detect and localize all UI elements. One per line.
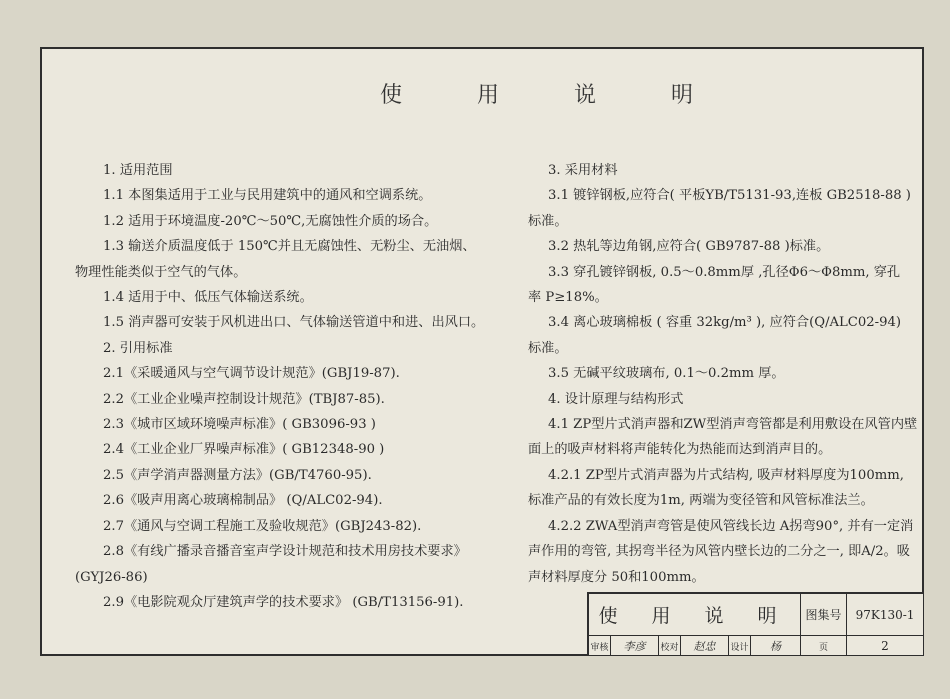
check-label: 校对 (659, 636, 681, 656)
atlas-number: 97K130-1 (855, 607, 915, 622)
review-label: 审核 (589, 636, 611, 656)
text-line: 2.8《有线广播录音播音室声学设计规范和技术用房技术要求》 (103, 544, 467, 560)
text-line: 声作用的弯管, 其拐弯半径为风管内壁长边的二分之一, 即A/2。吸 (528, 544, 910, 560)
text-line: 面上的吸声材料将声能转化为热能而达到消声目的。 (528, 442, 832, 458)
text-line: 2.4《工业企业厂界噪声标准》( GB12348-90 ) (103, 442, 385, 458)
text-line: 标准产品的有效长度为1m, 两端为变径管和风管标准法兰。 (528, 493, 874, 509)
text-line: 1.5 消声器可安装于风机进出口、气体输送管道中和进、出风口。 (103, 315, 485, 331)
text-line: 1.2 适用于环境温度-20℃～50℃,无腐蚀性介质的场合。 (103, 213, 438, 229)
atlas-number-label: 图集号 (801, 594, 847, 635)
text-line: 2.6《吸声用离心玻璃棉制品》 (Q/ALC02-94). (103, 493, 383, 509)
left-column (75, 158, 527, 615)
text-line: 1.3 输送介质温度低于 150℃并且无腐蚀性、无粉尘、无油烟、 (103, 239, 476, 255)
text-line: 3. 采用材料 (548, 163, 618, 178)
right-column (528, 158, 918, 590)
check-signature: 赵忠 (681, 636, 729, 656)
page-label: 页 (801, 636, 847, 656)
page-title: 使 用 说 明 (380, 83, 727, 108)
text-line: 3.5 无碱平纹玻璃布, 0.1～0.2mm 厚。 (548, 366, 785, 382)
text-line: 2.1《采暖通风与空气调节设计规范》(GBJ19-87). (103, 366, 400, 382)
text-line: 4.1 ZP型片式消声器和ZW型消声弯管都是利用敷设在风管内壁 (548, 417, 918, 433)
title-block (587, 592, 923, 655)
text-line: 2.9《电影院观众厅建筑声学的技术要求》 (GB/T13156-91). (103, 594, 464, 610)
design-label: 设计 (729, 636, 751, 656)
design-signature: 杨 (751, 636, 801, 656)
text-line: 声材料厚度分 50和100mm。 (528, 569, 705, 585)
text-line: 1. 适用范围 (103, 163, 173, 178)
page-number: 2 (881, 639, 889, 653)
text-line: 1.1 本图集适用于工业与民用建筑中的通风和空调系统。 (103, 188, 432, 204)
text-line: 4.2.2 ZWA型消声弯管是使风管线长边 A拐弯90°, 并有一定消 (548, 518, 914, 534)
text-line: 率 P≥18%。 (528, 290, 608, 306)
text-line: 2.2《工业企业噪声控制设计规范》(TBJ87-85). (103, 391, 385, 407)
title-block-title: 使 用 说 明 (589, 594, 801, 635)
text-line: 2.3《城市区域环境噪声标准》( GB3096-93 ) (103, 417, 376, 433)
text-line: 标准。 (528, 213, 568, 229)
text-line: 1.4 适用于中、低压气体输送系统。 (103, 290, 313, 306)
text-line: 3.4 离心玻璃棉板 ( 容重 32kg/m³ ), 应符合(Q/ALC02-94) (548, 315, 902, 331)
text-line: 3.1 镀锌钢板,应符合( 平板YB/T5131-93,连板 GB2518-88 ) (548, 188, 911, 204)
review-signature: 李彦 (611, 636, 659, 656)
text-line: 4. 设计原理与结构形式 (548, 391, 684, 407)
text-line: 3.3 穿孔镀锌钢板, 0.5～0.8mm厚 ,孔径Φ6～Φ8mm, 穿孔 (548, 264, 901, 280)
text-line: 3.2 热轧等边角钢,应符合( GB9787-88 )标准。 (548, 239, 830, 255)
text-line: 2.5《声学消声器测量方法》(GB/T4760-95). (103, 467, 372, 483)
text-line: 物理性能类似于空气的气体。 (75, 264, 247, 280)
text-line: (GYJ26-86) (75, 569, 148, 585)
text-line: 2.7《通风与空调工程施工及验收规范》(GBJ243-82). (103, 518, 422, 534)
text-line: 4.2.1 ZP型片式消声器为片式结构, 吸声材料厚度为100mm, (548, 467, 904, 483)
text-line: 标准。 (528, 340, 568, 356)
text-line: 2. 引用标准 (103, 340, 173, 356)
